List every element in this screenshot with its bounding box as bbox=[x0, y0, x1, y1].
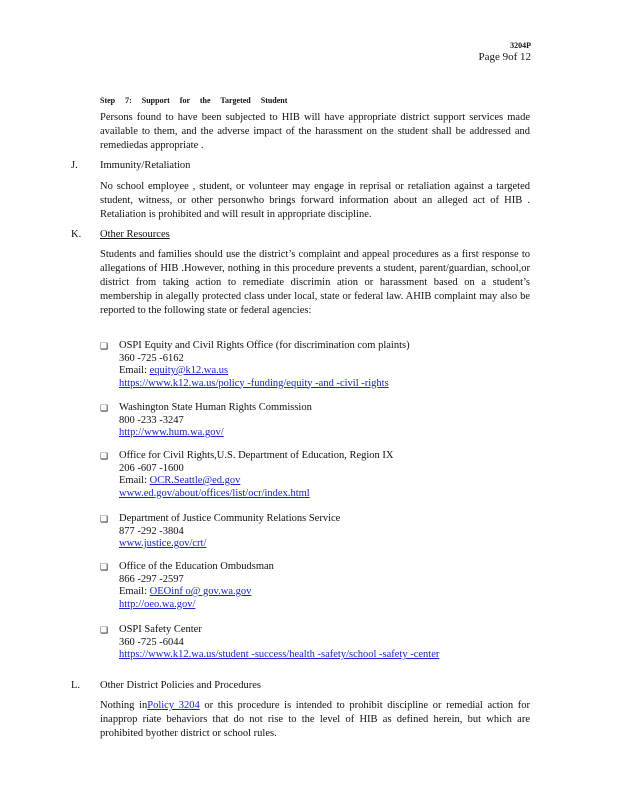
checkbox-bullet-icon: ❑ bbox=[100, 341, 109, 351]
resource-url-link[interactable]: http://www.hum.wa.gov/ bbox=[119, 427, 224, 438]
resource-url-link[interactable]: www.justice.gov/crt/ bbox=[119, 538, 207, 549]
resource-doj-crs bbox=[119, 513, 340, 551]
checkbox-bullet-icon: ❑ bbox=[100, 562, 109, 572]
section-j-letter: J. bbox=[71, 160, 78, 171]
resource-url-link[interactable]: https://www.k12.wa.us/policy -funding/equity -and -civil -rights bbox=[119, 377, 389, 389]
page-number: Page 9of 12 bbox=[478, 51, 531, 63]
policy-code: 3204P bbox=[510, 41, 531, 50]
resource-phone: 800 -233 -3247 bbox=[119, 414, 184, 426]
email-label: Email: bbox=[119, 365, 147, 376]
email-link[interactable]: OCR.Seattle@ed.gov bbox=[149, 475, 241, 486]
section-l-title: Other District Policies and Procedures bbox=[100, 680, 261, 691]
section-l-body-start: Nothing in bbox=[100, 700, 148, 711]
section-l-body-end: or this procedure is intended to prohibit discipline or remedial action for inapprop riate behaviors that do not rise to the level of HIB as defined herein, but which are prohibited byother district or school rules. bbox=[100, 700, 531, 739]
section-j-body: No school employee , student, or volunteer may engage in reprisal or retaliation against a targeted student, witness, or other personwho brings forward information about an alleged act of HIB . Retaliation is prohibited and will result in appropriate discipline. bbox=[100, 181, 530, 220]
checkbox-bullet-icon: ❑ bbox=[100, 451, 109, 461]
checkbox-bullet-icon: ❑ bbox=[100, 514, 109, 524]
step-7-body: Persons found to have been subjected to HIB will have appropriate district support services made available to them, and the adverse impact of the harassment on the student shall be addressed and remediedas appropriate . bbox=[100, 112, 530, 151]
section-l-letter: L. bbox=[71, 680, 81, 691]
email-label: Email: bbox=[119, 586, 147, 597]
resource-url-link[interactable]: www.ed.gov/about/offices/list/ocr/index.html bbox=[119, 487, 310, 499]
resource-url-link[interactable]: http://oeo.wa.gov/ bbox=[119, 598, 196, 610]
section-k-letter: K. bbox=[71, 229, 82, 240]
section-j-title: Immunity/Retaliation bbox=[100, 160, 191, 171]
resource-safety-center bbox=[119, 624, 439, 662]
resource-phone: 360 -725 -6162 bbox=[119, 352, 184, 364]
resource-human-rights-commission bbox=[119, 402, 312, 440]
resource-phone: 206 -607 -1600 bbox=[119, 462, 184, 474]
resource-phone: 877 -292 -3804 bbox=[119, 525, 184, 537]
policy-3204-link[interactable]: Policy 3204 bbox=[147, 700, 200, 711]
resource-phone: 866 -297 -2597 bbox=[119, 573, 184, 585]
resource-name: Washington State Human Rights Commission bbox=[119, 402, 312, 413]
email-label: Email: bbox=[119, 475, 147, 486]
resource-name: Office for Civil Rights,U.S. Department of Education, Region IX bbox=[119, 450, 394, 461]
resource-ospi-equity bbox=[119, 340, 410, 390]
section-l-body bbox=[100, 699, 530, 741]
resource-name: Office of the Education Ombudsman bbox=[119, 561, 274, 572]
section-k-body: Students and families should use the district’s complaint and appeal procedures as a first response to allegations of HIB .However, nothing in this procedure prevents a student, parent/guardian, school,or district from taking action to remediate discrimin ation or harassment based on a student’s membership in alegally protected class under local, state or federal law. AHIB complaint may also be reported to the following state or federal agencies: bbox=[100, 249, 530, 316]
resource-name: Department of Justice Community Relations Service bbox=[119, 513, 341, 524]
resource-url-link[interactable]: https://www.k12.wa.us/student -success/health -safety/school -safety -center bbox=[119, 649, 440, 660]
resource-email-line bbox=[119, 475, 394, 488]
resource-ocr bbox=[119, 450, 394, 500]
resource-name: OSPI Safety Center bbox=[119, 624, 202, 635]
resource-phone: 360 -725 -6044 bbox=[119, 636, 184, 648]
resource-name: OSPI Equity and Civil Rights Office (for discrimination com plaints) bbox=[119, 340, 410, 351]
checkbox-bullet-icon: ❑ bbox=[100, 625, 109, 635]
resource-email-line bbox=[119, 586, 274, 599]
resource-ombudsman bbox=[119, 561, 274, 611]
step-7-heading: Step 7: Support for the Targeted Student bbox=[100, 96, 288, 105]
checkbox-bullet-icon: ❑ bbox=[100, 403, 109, 413]
email-link[interactable]: equity@k12.wa.us bbox=[149, 365, 229, 376]
resource-email-line bbox=[119, 365, 410, 378]
email-link[interactable]: OEOinf o@ gov.wa.gov bbox=[149, 586, 252, 597]
section-k-title: Other Resources bbox=[100, 229, 170, 240]
